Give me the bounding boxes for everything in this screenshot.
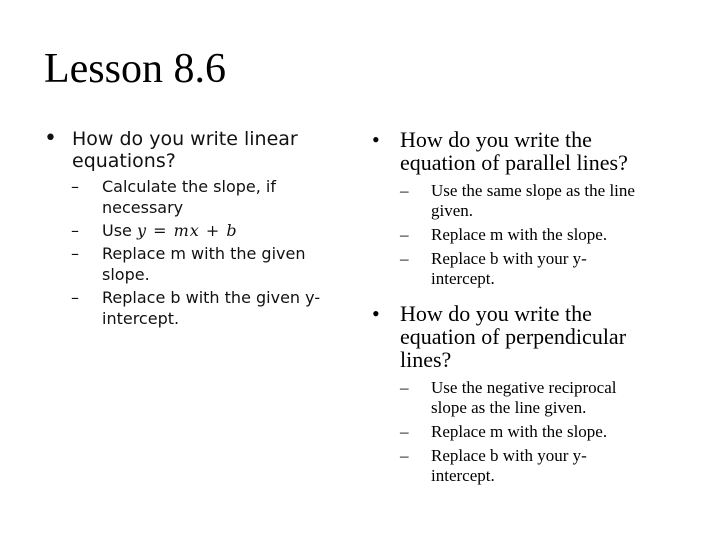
bullet-text-line: How do you write linear: [72, 128, 298, 150]
sub-text-line: Replace m with the slope.: [431, 225, 608, 244]
sub-text-prefix: Use: [102, 221, 132, 240]
sub-item-replace-b: [400, 446, 702, 486]
sub-text-line: necessary: [102, 198, 184, 217]
dash-marker: –: [400, 225, 409, 244]
dash-marker: –: [71, 221, 79, 240]
sub-text-line: Replace m with the given: [102, 244, 306, 263]
bullet-text-line: lines?: [400, 347, 452, 372]
bullet-text-line: equation of parallel lines?: [400, 150, 628, 175]
sub-text-line: slope.: [102, 265, 150, 284]
bullet-text-line: How do you write the: [400, 127, 592, 152]
sub-item-negative-reciprocal: [400, 378, 702, 418]
dash-marker: –: [400, 181, 409, 200]
sub-item-replace-m: [400, 225, 702, 245]
sub-text-line: Replace b with your y-: [431, 446, 587, 465]
sub-text-line: Replace m with the slope.: [431, 422, 608, 441]
bullet-text-line: equations?: [72, 150, 176, 172]
sub-text-line: Replace b with your y-: [431, 249, 587, 268]
slide-title: Lesson 8.6: [44, 46, 226, 92]
dash-marker: –: [71, 177, 79, 196]
sub-item-replace-m: [71, 243, 344, 285]
slope-intercept-equation: y = mx + b: [136, 221, 238, 240]
sub-text-line: Use the negative reciprocal: [431, 378, 617, 397]
sub-item-replace-m: [400, 422, 702, 442]
bullet-marker: •: [44, 126, 57, 151]
sub-text-line: Replace b with the given y-: [102, 288, 321, 307]
sub-item-replace-b: [400, 249, 702, 289]
sub-item-calculate-slope: [71, 176, 344, 218]
dash-marker: –: [400, 378, 409, 397]
bullet-parallel-lines: [372, 128, 702, 174]
sub-item-replace-b: [71, 287, 344, 329]
bullet-text-line: How do you write the: [400, 301, 592, 326]
bullet-marker: •: [372, 127, 380, 152]
dash-marker: –: [400, 422, 409, 441]
dash-marker: –: [400, 249, 409, 268]
dash-marker: –: [400, 446, 409, 465]
sub-text-line: intercept.: [102, 309, 180, 328]
sub-item-same-slope: [400, 181, 702, 221]
sub-text-line: intercept.: [431, 269, 495, 288]
bullet-linear-equations: [44, 128, 344, 172]
sub-text-line: given.: [431, 201, 474, 220]
left-column: [44, 128, 344, 331]
bullet-perpendicular-lines: [372, 302, 702, 371]
sub-text-line: slope as the line given.: [431, 398, 587, 417]
bullet-marker: •: [372, 301, 380, 326]
sub-list: [400, 378, 702, 486]
sub-text-line: intercept.: [431, 466, 495, 485]
bullet-text-line: equation of perpendicular: [400, 324, 627, 349]
dash-marker: –: [71, 244, 79, 263]
sub-list: [400, 181, 702, 289]
sub-item-use-equation: [71, 220, 344, 241]
sub-text-line: Use the same slope as the line: [431, 181, 635, 200]
right-column: [372, 128, 702, 499]
sub-text-line: Calculate the slope, if: [102, 177, 276, 196]
dash-marker: –: [71, 288, 79, 307]
sub-list: [71, 176, 344, 329]
